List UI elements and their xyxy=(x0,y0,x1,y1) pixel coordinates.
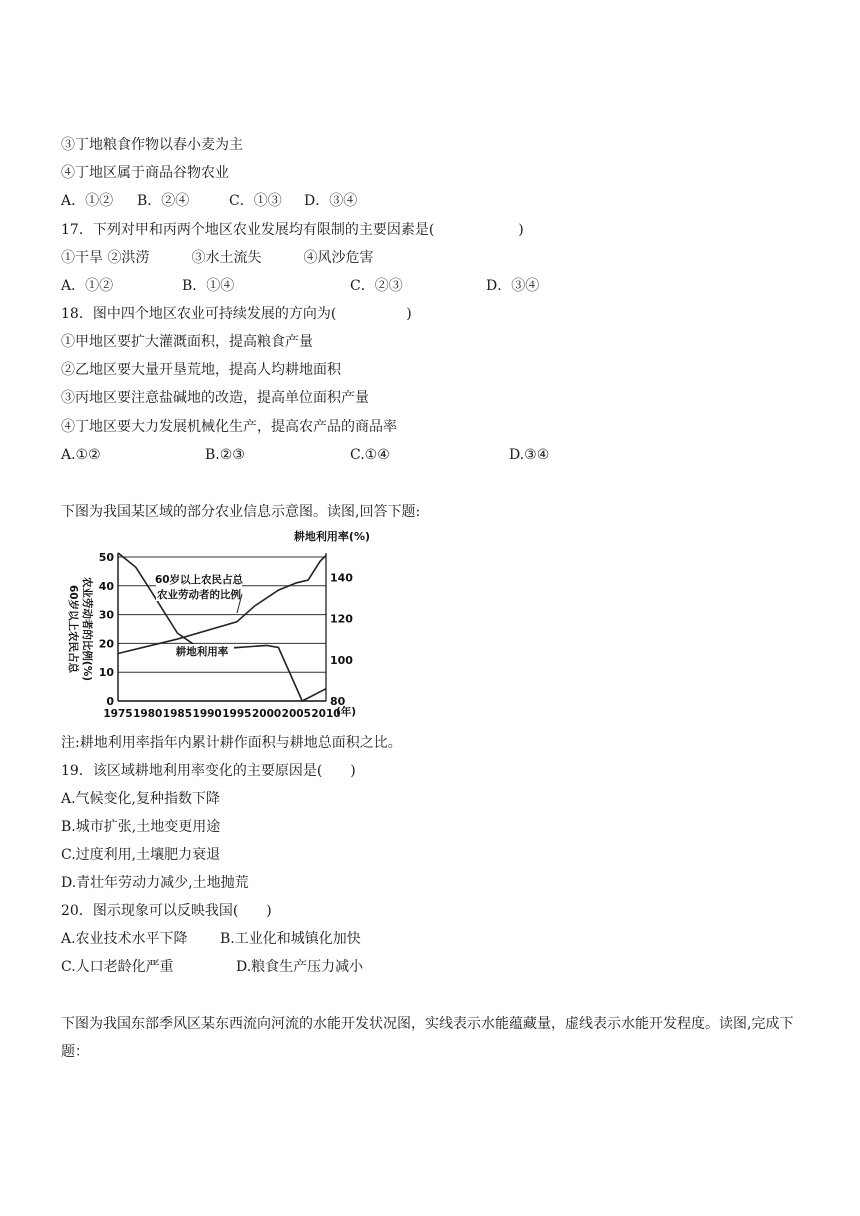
x-tick-1995: 1995 xyxy=(222,708,252,720)
elderly-series-label-line1: 60岁以上农民占总 xyxy=(154,574,244,586)
right-axis-title: 耕地利用率(%) xyxy=(293,530,370,543)
right-tick-120: 120 xyxy=(330,612,353,626)
q18-stem: 18．图中四个地区农业可持续发展的方向为( ) xyxy=(61,306,412,322)
x-tick-2000: 2000 xyxy=(251,708,282,720)
q16-statement-4: ④丁地区属于商品谷物农业 xyxy=(61,165,229,181)
q20-option-a: A.农业技术水平下降 xyxy=(61,931,188,947)
right-tick-100: 100 xyxy=(330,653,353,667)
q18-option-c: C.①④ xyxy=(350,447,390,463)
q20-option-d: D.粮食生产压力减小 xyxy=(236,959,364,975)
x-axis-unit: (年) xyxy=(335,706,357,718)
x-tick-1990: 1990 xyxy=(192,708,222,720)
q20-option-b: B.工业化和城镇化加快 xyxy=(220,931,361,947)
chart-note: 注:耕地利用率指年内累计耕作面积与耕地总面积之比。 xyxy=(61,735,402,751)
q19-stem: 19．该区域耕地利用率变化的主要原因是( ) xyxy=(61,763,356,779)
x-tick-1985: 1985 xyxy=(162,708,193,720)
chart-intro: 下图为我国某区域的部分农业信息示意图。读图,回答下题: xyxy=(61,504,421,520)
agriculture-chart xyxy=(56,527,376,723)
q16-option-d: D．③④ xyxy=(304,193,358,209)
q18-option-a: A.①② xyxy=(61,447,101,463)
q19-option-b: B.城市扩张,土地变更用途 xyxy=(61,819,221,835)
q19-option-d: D.青壮年劳动力减少,土地抛荒 xyxy=(61,875,249,891)
q17-option-a: A．①② xyxy=(61,278,114,294)
q18-option-d: D.③④ xyxy=(509,447,550,463)
left-tick-30: 30 xyxy=(98,608,114,622)
q16-option-b: B．②④ xyxy=(137,193,190,209)
x-tick-2005: 2005 xyxy=(281,708,311,720)
land-use-series-label: 耕地利用率 xyxy=(175,646,229,658)
q17-option-c: C．②③ xyxy=(350,278,403,294)
x-tick-1980: 1980 xyxy=(133,708,163,720)
left-tick-20: 20 xyxy=(98,637,114,651)
q17-option-b: B．①④ xyxy=(182,278,235,294)
q20-stem: 20．图示现象可以反映我国( ) xyxy=(61,903,272,919)
q18-statement-2: ②乙地区要大量开垦荒地，提高人均耕地面积 xyxy=(61,362,341,378)
q16-option-a: A．①② xyxy=(61,193,114,209)
series-elderly-ratio-line xyxy=(118,556,326,654)
left-tick-0: 0 xyxy=(106,695,114,708)
q19-option-a: A.气候变化,复种指数下降 xyxy=(61,791,221,807)
q16-option-c: C．①③ xyxy=(229,193,282,209)
river-figure-intro: 下图为我国东部季风区某东西流向河流的水能开发状况图，实线表示水能蕴藏量，虚线表示水能开发程度。读图,完成下题： xyxy=(61,1016,794,1060)
left-tick-10: 10 xyxy=(98,666,114,680)
q18-option-b: B.②③ xyxy=(205,447,245,463)
left-axis-title-line1: 60岁以上农民占总 xyxy=(67,584,79,674)
q18-statement-3: ③丙地区要注意盐碱地的改造，提高单位面积产量 xyxy=(61,390,369,406)
elderly-series-label-line2: 农业劳动者的比例 xyxy=(157,589,241,601)
q19-option-c: C.过度利用,土壤肥力衰退 xyxy=(61,847,221,863)
left-tick-40: 40 xyxy=(98,579,114,593)
q17-stem: 17．下列对甲和丙两个地区农业发展均有限制的主要因素是( ) xyxy=(61,222,524,238)
left-axis-title-line2: 农业劳动者的比例(%) xyxy=(81,576,93,682)
x-tick-1975: 1975 xyxy=(103,708,133,720)
x-tick-2010: 2010 xyxy=(311,708,341,720)
q18-statement-1: ①甲地区要扩大灌溉面积，提高粮食产量 xyxy=(61,334,313,350)
q17-choices: ①干旱 ②洪涝 ③水土流失 ④风沙危害 xyxy=(61,250,374,266)
left-tick-50: 50 xyxy=(98,551,114,564)
q20-option-c: C.人口老龄化严重 xyxy=(61,959,174,975)
q18-statement-4: ④丁地区要大力发展机械化生产，提高农产品的商品率 xyxy=(61,419,397,435)
q17-option-d: D．③④ xyxy=(486,278,540,294)
q16-statement-3: ③丁地粮食作物以春小麦为主 xyxy=(61,137,243,153)
right-tick-140: 140 xyxy=(330,571,353,585)
right-tick-80: 80 xyxy=(330,695,346,708)
